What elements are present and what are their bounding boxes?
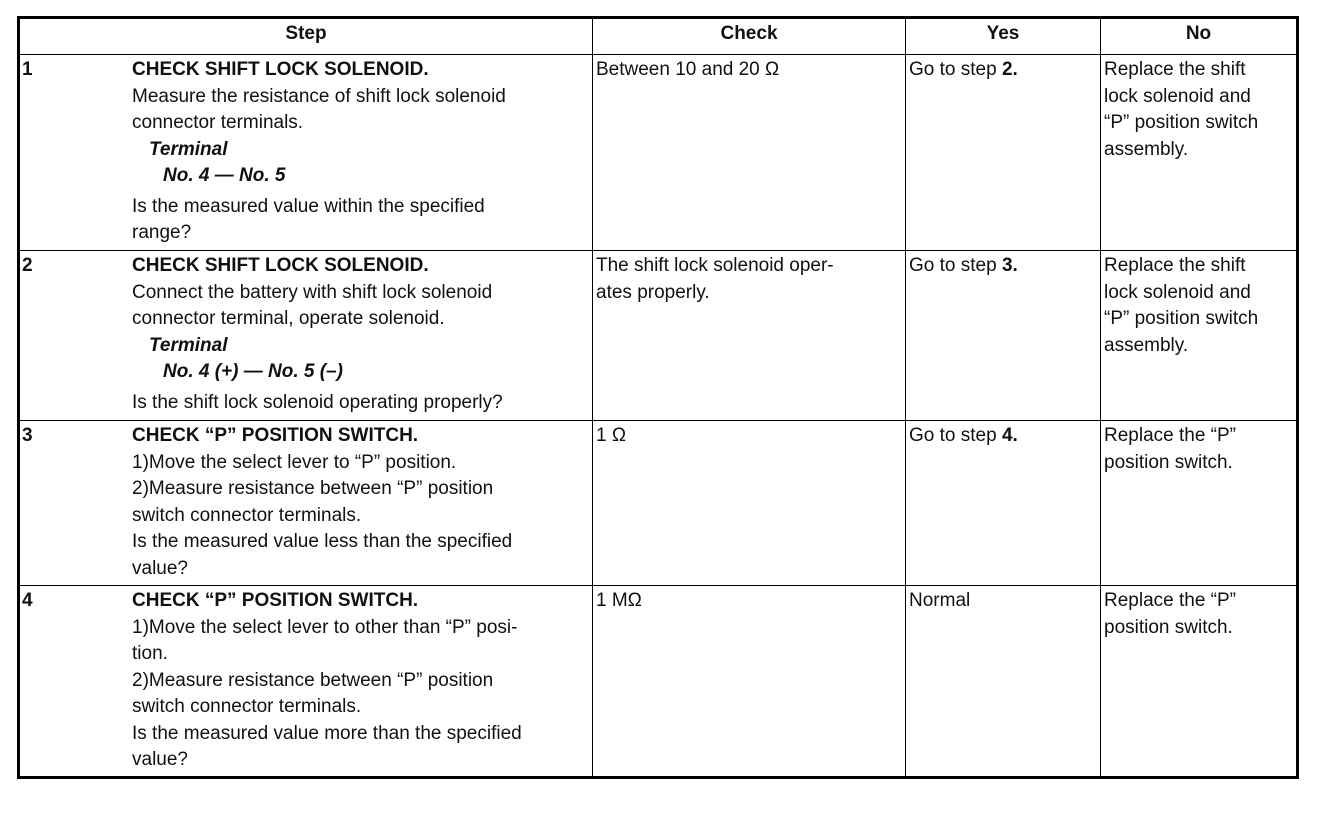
step-cell bbox=[19, 251, 593, 421]
step-number: 3 bbox=[22, 425, 33, 446]
no-cell bbox=[1101, 55, 1298, 251]
check-text: 1 Ω bbox=[596, 425, 627, 446]
yes-cell bbox=[906, 586, 1101, 778]
step-text: 1)Move the select lever to other than “P” posi- bbox=[132, 616, 518, 638]
table-row bbox=[19, 55, 1298, 251]
no-text: “P” position switch bbox=[1104, 112, 1259, 133]
no-cell bbox=[1101, 421, 1298, 586]
no-text: Replace the shift bbox=[1104, 59, 1246, 80]
yes-text: Normal bbox=[909, 590, 971, 611]
document-page bbox=[17, 16, 1296, 779]
step-text: switch connector terminals. bbox=[132, 504, 362, 526]
step-text: connector terminal, operate solenoid. bbox=[132, 308, 445, 329]
yes-text: Go to step bbox=[909, 425, 1002, 446]
header-no: No bbox=[1101, 18, 1298, 55]
check-cell bbox=[593, 586, 906, 778]
step-text: 2)Measure resistance between “P” position bbox=[132, 669, 494, 691]
table-row bbox=[19, 421, 1298, 586]
step-text: 1)Move the select lever to “P” position. bbox=[132, 451, 457, 473]
step-text: value? bbox=[132, 557, 188, 579]
yes-step-ref: 2. bbox=[1001, 59, 1018, 80]
step-title: CHECK “P” POSITION SWITCH. bbox=[132, 590, 419, 611]
check-cell bbox=[593, 421, 906, 586]
no-cell bbox=[1101, 586, 1298, 778]
diagnostic-table bbox=[17, 16, 1299, 779]
step-text: Measure the resistance of shift lock solenoid bbox=[132, 85, 506, 107]
no-text: lock solenoid and bbox=[1104, 281, 1251, 303]
header-step: Step bbox=[19, 18, 593, 55]
no-text: lock solenoid and bbox=[1104, 85, 1251, 107]
no-text: Replace the “P” bbox=[1104, 425, 1237, 446]
check-text: The shift lock solenoid oper- bbox=[596, 255, 834, 276]
step-question: Is the measured value within the specified bbox=[132, 195, 485, 217]
step-text: switch connector terminals. bbox=[132, 696, 362, 717]
header-check: Check bbox=[593, 18, 906, 55]
step-text: Is the measured value more than the specified bbox=[132, 722, 522, 744]
header-yes: Yes bbox=[906, 18, 1101, 55]
terminal-label: Terminal bbox=[149, 334, 228, 356]
check-text: 1 MΩ bbox=[596, 590, 642, 611]
no-text: position switch. bbox=[1104, 451, 1233, 473]
check-text: Between 10 and 20 Ω bbox=[596, 59, 780, 80]
step-question: Is the shift lock solenoid operating properly? bbox=[132, 391, 503, 413]
no-text: Replace the “P” bbox=[1104, 590, 1237, 611]
table-row bbox=[19, 586, 1298, 778]
no-text: assembly. bbox=[1104, 334, 1189, 356]
yes-cell bbox=[906, 421, 1101, 586]
step-text: value? bbox=[132, 749, 188, 770]
yes-cell bbox=[906, 251, 1101, 421]
step-text: 2)Measure resistance between “P” position bbox=[132, 478, 494, 499]
check-text: ates properly. bbox=[596, 281, 710, 303]
no-cell bbox=[1101, 251, 1298, 421]
no-text: assembly. bbox=[1104, 138, 1189, 160]
step-number: 2 bbox=[22, 255, 33, 276]
yes-text: Go to step bbox=[909, 59, 1002, 80]
terminal-label: Terminal bbox=[149, 138, 228, 160]
no-text: position switch. bbox=[1104, 616, 1233, 638]
step-title: CHECK SHIFT LOCK SOLENOID. bbox=[132, 59, 429, 80]
table-header-row bbox=[19, 18, 1298, 55]
yes-cell bbox=[906, 55, 1101, 251]
yes-step-ref: 3. bbox=[1001, 255, 1018, 276]
step-question: range? bbox=[132, 222, 192, 243]
yes-step-ref: 4. bbox=[1001, 425, 1018, 446]
step-number: 1 bbox=[22, 59, 33, 80]
no-text: Replace the shift bbox=[1104, 255, 1246, 276]
step-title: CHECK “P” POSITION SWITCH. bbox=[132, 425, 419, 446]
step-cell bbox=[19, 55, 593, 251]
step-title: CHECK SHIFT LOCK SOLENOID. bbox=[132, 255, 429, 276]
check-cell bbox=[593, 55, 906, 251]
yes-text: Go to step bbox=[909, 255, 1002, 276]
check-cell bbox=[593, 251, 906, 421]
step-text: Connect the battery with shift lock solenoid bbox=[132, 281, 493, 303]
step-text: Is the measured value less than the specified bbox=[132, 531, 513, 552]
table-row bbox=[19, 251, 1298, 421]
no-text: “P” position switch bbox=[1104, 308, 1259, 329]
terminal-value: No. 4 — No. 5 bbox=[163, 165, 286, 186]
step-text: connector terminals. bbox=[132, 112, 304, 133]
step-number: 4 bbox=[22, 590, 33, 611]
step-cell bbox=[19, 421, 593, 586]
terminal-value: No. 4 (+) — No. 5 (–) bbox=[163, 361, 343, 382]
step-cell bbox=[19, 586, 593, 778]
step-text: tion. bbox=[132, 643, 168, 664]
